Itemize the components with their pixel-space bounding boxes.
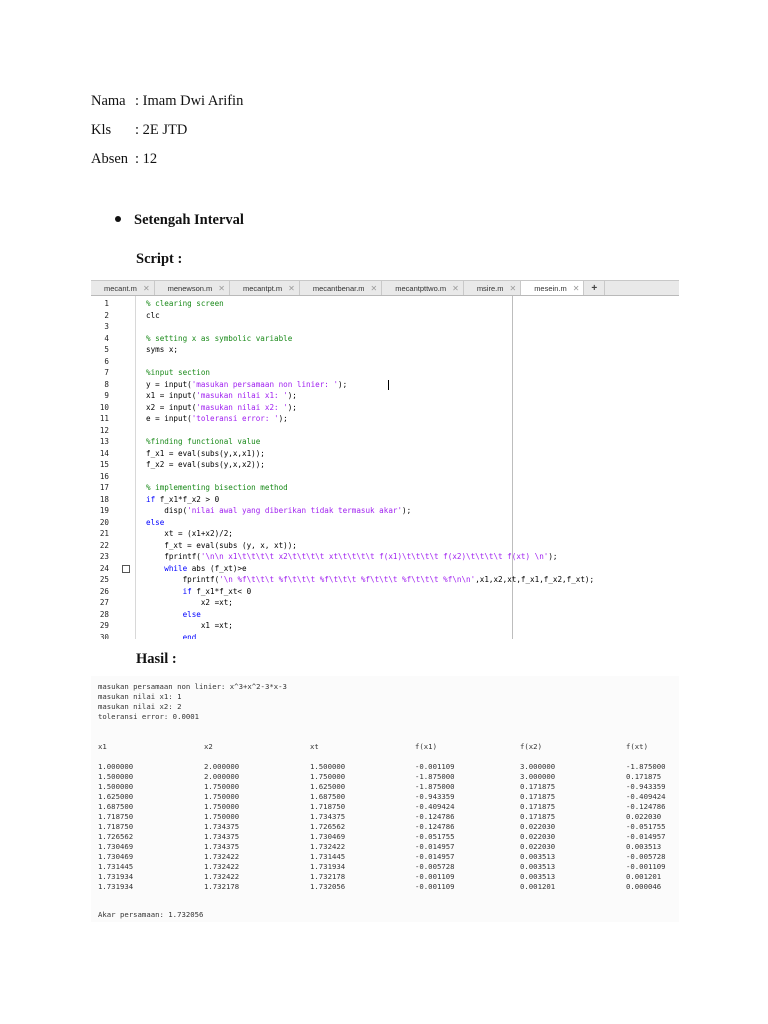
code-token: f_x1*f_xt< 0 [191,586,252,596]
output-table-cell: 1.734375 [204,842,240,851]
output-table-cell: -0.051755 [415,832,455,841]
code-token: y = input( [146,379,192,389]
code-line [91,425,679,437]
output-table-cell: 1.731445 [98,862,134,871]
editor-tab-label: msire.m [476,283,504,293]
output-table-cell: -1.875000 [415,772,455,781]
section-title: Setengah Interval [134,212,244,228]
code-token: while [146,563,188,573]
line-number: 19 [99,506,109,515]
code-token: 'nilai awal yang diberikan tidak termasuk akar' [187,506,403,515]
code-token: fprintf( [146,575,220,584]
editor-tab-label: menewson.m [167,283,213,293]
code-line [91,333,679,345]
code-text [146,528,233,540]
line-number: 5 [104,345,109,354]
code-text [146,540,297,552]
output-table-cell: -0.001109 [415,872,455,881]
line-number: 7 [104,368,109,377]
output-table-cell: 0.171875 [520,802,556,811]
output-table-cell: 0.171875 [520,782,556,791]
output-table-cell: -0.124786 [415,822,455,831]
line-number: 21 [99,529,109,538]
output-table-cell: -0.124786 [626,802,666,811]
output-table-cell: 0.003513 [520,852,556,861]
line-number: 20 [99,517,109,527]
code-line [91,632,679,640]
add-tab-button[interactable]: + [584,281,605,295]
output-table-cell: 1.750000 [204,782,240,791]
code-token: x2 = input( [146,402,197,412]
output-prompt-line: masukan nilai x2: 2 [98,702,182,711]
command-output [91,676,679,922]
editor-tab[interactable] [464,281,521,295]
output-table-cell: 1.730469 [310,832,346,841]
output-table-cell: 1.726562 [98,832,134,841]
line-number: 26 [99,586,109,596]
output-column-header: x2 [204,742,213,751]
code-text [146,367,210,379]
output-table-cell: 1.726562 [310,822,346,831]
code-line [91,482,679,494]
output-table-cell: 0.000046 [626,882,662,891]
code-text [146,482,288,494]
output-table-cell: 0.022030 [520,842,556,851]
output-table-cell: 1.732422 [204,872,240,881]
output-table-cell: -0.409424 [415,802,455,811]
line-number: 23 [99,552,109,561]
output-table-cell: -0.005728 [626,852,666,861]
editor-tab-bar [91,281,679,296]
code-token: f_x2 = eval(subs(y,x,x2)); [146,460,265,469]
fold-toggle-icon[interactable] [122,565,130,573]
line-number: 11 [99,414,109,423]
output-table-cell: 1.718750 [310,802,346,811]
code-token: ); [402,506,412,515]
output-table-cell: -1.875000 [626,762,666,771]
close-tab-icon[interactable]: ✕ [218,283,225,293]
output-table-cell: 1.734375 [204,822,240,831]
output-table-cell: 1.731934 [98,872,134,881]
output-table-cell: 1.750000 [310,772,346,781]
code-line [91,436,679,448]
output-table-cell: -0.005728 [415,862,455,871]
output-table-cell: 1.000000 [98,762,134,771]
output-table-cell: -0.014957 [626,832,666,841]
code-text [146,586,251,598]
editor-tab-label: mecantpttwo.m [395,283,447,293]
code-token: ); [278,414,288,423]
code-line [91,379,679,391]
output-table-cell: 1.732178 [310,872,346,881]
editor-tab-label: mecantpt.m [242,283,283,293]
output-table-cell: 2.000000 [204,772,240,781]
code-token: ); [548,552,558,561]
output-table-cell: 1.718750 [98,822,134,831]
code-text [146,333,292,345]
output-prompt-line: toleransi error: 0.0001 [98,712,200,721]
code-token: 'masukan nilai x1: ' [196,391,288,400]
editor-tab[interactable] [91,281,155,295]
code-line [91,321,679,333]
script-heading: Script : [136,251,183,267]
code-line [91,597,679,609]
code-token: ,x1,x2,xt,f_x1,f_x2,f_xt); [475,575,595,584]
section-bullet [115,212,244,229]
close-tab-icon[interactable]: ✕ [142,283,150,293]
output-table-cell: 1.687500 [98,802,134,811]
code-line [91,574,679,586]
line-number: 30 [99,632,109,639]
output-table-cell: 1.732178 [204,882,240,891]
code-line [91,298,679,310]
code-token: clc [146,310,160,320]
output-table-cell: -0.001109 [415,762,455,771]
editor-tab[interactable] [382,281,464,295]
absen-line [91,151,157,168]
output-table-cell: 0.022030 [520,832,556,841]
code-line [91,620,679,632]
output-table-cell: -0.001109 [626,862,666,871]
code-token: 'toleransi error: ' [191,414,279,423]
code-token: x1 =xt; [146,621,233,630]
code-token: f_xt = eval(subs (y, x, xt)); [146,540,297,550]
code-text [146,551,558,563]
code-line [91,505,679,517]
code-text [146,298,224,310]
code-token: % clearing screen [146,299,224,308]
code-token: if [146,494,156,504]
code-editor [91,280,679,639]
code-text [146,597,233,609]
code-text [146,563,247,575]
line-number: 18 [99,494,109,504]
output-table-cell: 1.500000 [310,762,346,771]
code-text [146,459,265,471]
text-cursor [388,380,389,390]
output-table-cell: 0.022030 [520,822,556,831]
code-token: 'masukan nilai x2: ' [196,402,288,412]
code-token: e = input( [146,414,192,423]
code-token: else [146,517,165,527]
code-token: f_x1 = eval(subs(y,x,x1)); [146,448,265,458]
editor-tab-label: mecantbenar.m [312,283,365,293]
code-text [146,344,178,356]
editor-tab-label: mecant.m [104,283,137,293]
output-table-cell: 0.001201 [520,882,556,891]
kls-value: : 2E JTD [135,122,188,138]
output-table-cell: 1.625000 [98,792,134,801]
close-tab-icon[interactable]: ✕ [509,283,517,293]
output-table-cell: 0.171875 [520,812,556,821]
code-line [91,586,679,598]
code-token: end [146,632,197,639]
code-text [146,620,233,632]
line-number: 14 [99,448,109,458]
code-text [146,436,260,448]
code-token: % setting x as symbolic variable [146,333,293,343]
absen-value: : 12 [135,151,158,167]
code-token: x1 = input( [146,391,197,400]
output-table-cell: 1.731934 [310,862,346,871]
code-text [146,609,201,621]
output-table-cell: 1.732422 [204,852,240,861]
output-table-cell: 0.022030 [626,812,662,821]
output-table-cell: -0.014957 [415,852,455,861]
output-prompt-line: masukan persamaan non linier: x^3+x^2-3*x-3 [98,682,287,691]
bullet-dot-icon [115,216,121,222]
line-number: 2 [104,310,109,320]
output-table-cell: 1.731934 [98,882,134,891]
output-result-line: Akar persamaan: 1.732056 [98,910,204,919]
code-area[interactable] [91,296,679,639]
code-token: f_x1*f_x2 > 0 [155,494,220,504]
code-token: '\n\n x1\t\t\t\t x2\t\t\t\t xt\t\t\t\t f(x1)\t\t\t\t f(x2)\t\t\t\t f(xt) \n' [200,552,549,561]
output-table-cell: 1.730469 [98,842,134,851]
output-table-cell: 1.500000 [98,772,134,781]
code-token: 'masukan persamaan non linier: ' [191,379,339,389]
editor-tab[interactable] [521,281,584,295]
output-table-cell: 1.625000 [310,782,346,791]
output-table-cell: -0.014957 [415,842,455,851]
line-number: 29 [99,621,109,630]
code-token: ); [287,391,297,400]
output-table-cell: 1.732422 [310,842,346,851]
line-number: 17 [99,483,109,492]
code-text [146,505,411,517]
output-table-cell: 0.171875 [520,792,556,801]
line-number: 16 [99,471,109,481]
output-table-cell: -0.409424 [626,792,666,801]
output-table-cell: -0.001109 [415,882,455,891]
line-number: 22 [99,540,109,550]
hasil-heading: Hasil : [136,651,177,667]
output-table-cell: 0.003513 [520,872,556,881]
code-text [146,574,594,586]
output-table-cell: 1.718750 [98,812,134,821]
code-token: '\n %f\t\t\t %f\t\t\t %f\t\t\t %f\t\t\t %f\t\t\t %f\n\n' [219,575,476,584]
output-table-cell: 1.500000 [98,782,134,791]
code-line [91,413,679,425]
code-line [91,310,679,322]
code-line [91,344,679,356]
line-number: 4 [104,333,109,343]
editor-tab[interactable] [300,281,382,295]
code-line [91,471,679,483]
code-line [91,367,679,379]
editor-tab-label: mesein.m [534,283,567,293]
output-table-cell: 1.732422 [204,862,240,871]
kls-line [91,122,187,139]
close-tab-icon[interactable]: ✕ [452,283,459,293]
output-table-cell: 1.731445 [310,852,346,861]
nama-label: Nama [91,93,126,109]
output-table-cell: 1.687500 [310,792,346,801]
line-number: 6 [104,356,109,366]
output-column-header: x1 [98,742,107,751]
nama-value: : Imam Dwi Arifin [135,93,244,109]
output-column-header: f(x2) [520,742,542,751]
line-number: 1 [104,299,109,308]
output-table-cell: -0.943359 [626,782,666,791]
code-text [146,448,265,460]
code-token: ); [287,402,297,412]
code-line [91,517,679,529]
code-line [91,494,679,506]
code-token: abs (f_xt)>e [187,563,247,573]
line-number: 15 [99,460,109,469]
close-tab-icon[interactable]: ✕ [370,283,378,293]
line-number: 24 [99,563,109,573]
output-column-header: f(x1) [415,742,437,751]
code-line [91,459,679,471]
code-line [91,448,679,460]
code-token: if [146,586,192,596]
code-line [91,551,679,563]
code-text [146,310,160,322]
output-table-cell: 1.750000 [204,802,240,811]
output-table-cell: -1.875000 [415,782,455,791]
code-line [91,540,679,552]
code-token: % implementing bisection method [146,483,288,492]
output-table-cell: -0.051755 [626,822,666,831]
line-number: 25 [99,575,109,584]
output-table-cell: -0.124786 [415,812,455,821]
output-table-cell: 1.750000 [204,812,240,821]
code-token: xt = (x1+x2)/2; [146,529,233,538]
code-text [146,632,196,640]
close-tab-icon[interactable]: ✕ [572,283,580,293]
line-number: 3 [104,322,109,331]
code-text [146,402,297,414]
nama-line [91,93,243,110]
line-number: 12 [99,425,109,435]
output-table-cell: 1.750000 [204,792,240,801]
editor-tab[interactable] [230,281,300,295]
code-token: x2 =xt; [146,598,233,607]
editor-tab[interactable] [155,281,230,295]
close-tab-icon[interactable]: ✕ [288,283,295,293]
code-token: fprintf( [146,552,201,561]
output-table-cell: 0.003513 [626,842,662,851]
line-number: 9 [104,391,109,400]
line-number: 27 [99,598,109,607]
line-number: 28 [99,609,109,619]
code-line [91,528,679,540]
output-column-header: f(xt) [626,742,648,751]
code-token: else [146,609,201,619]
code-line [91,609,679,621]
code-line [91,356,679,368]
line-number: 8 [104,379,109,389]
output-table-cell: 1.732056 [310,882,346,891]
code-line [91,390,679,402]
code-token: %input section [146,368,211,377]
code-text [146,517,164,529]
code-text [146,494,219,506]
code-line [91,402,679,414]
code-text [146,379,347,391]
code-text [146,390,297,402]
code-text [146,413,288,425]
output-table-cell: 1.734375 [310,812,346,821]
output-table-cell: 1.734375 [204,832,240,841]
output-table-cell: -0.943359 [415,792,455,801]
output-prompt-line: masukan nilai x1: 1 [98,692,182,701]
code-token: %finding functional value [146,437,261,446]
output-table-cell: 3.000000 [520,762,556,771]
code-token: disp( [146,506,188,515]
output-table-cell: 0.001201 [626,872,662,881]
output-table-cell: 0.171875 [626,772,662,781]
code-token: syms x; [146,345,179,354]
line-number: 13 [99,437,109,446]
output-column-header: xt [310,742,319,751]
kls-label: Kls [91,122,112,138]
output-table-cell: 3.000000 [520,772,556,781]
output-table-cell: 0.003513 [520,862,556,871]
line-number: 10 [99,402,109,412]
output-table-cell: 2.000000 [204,762,240,771]
code-line [91,563,679,575]
code-token: ); [338,379,348,389]
output-table-cell: 1.730469 [98,852,134,861]
absen-label: Absen [91,151,129,167]
